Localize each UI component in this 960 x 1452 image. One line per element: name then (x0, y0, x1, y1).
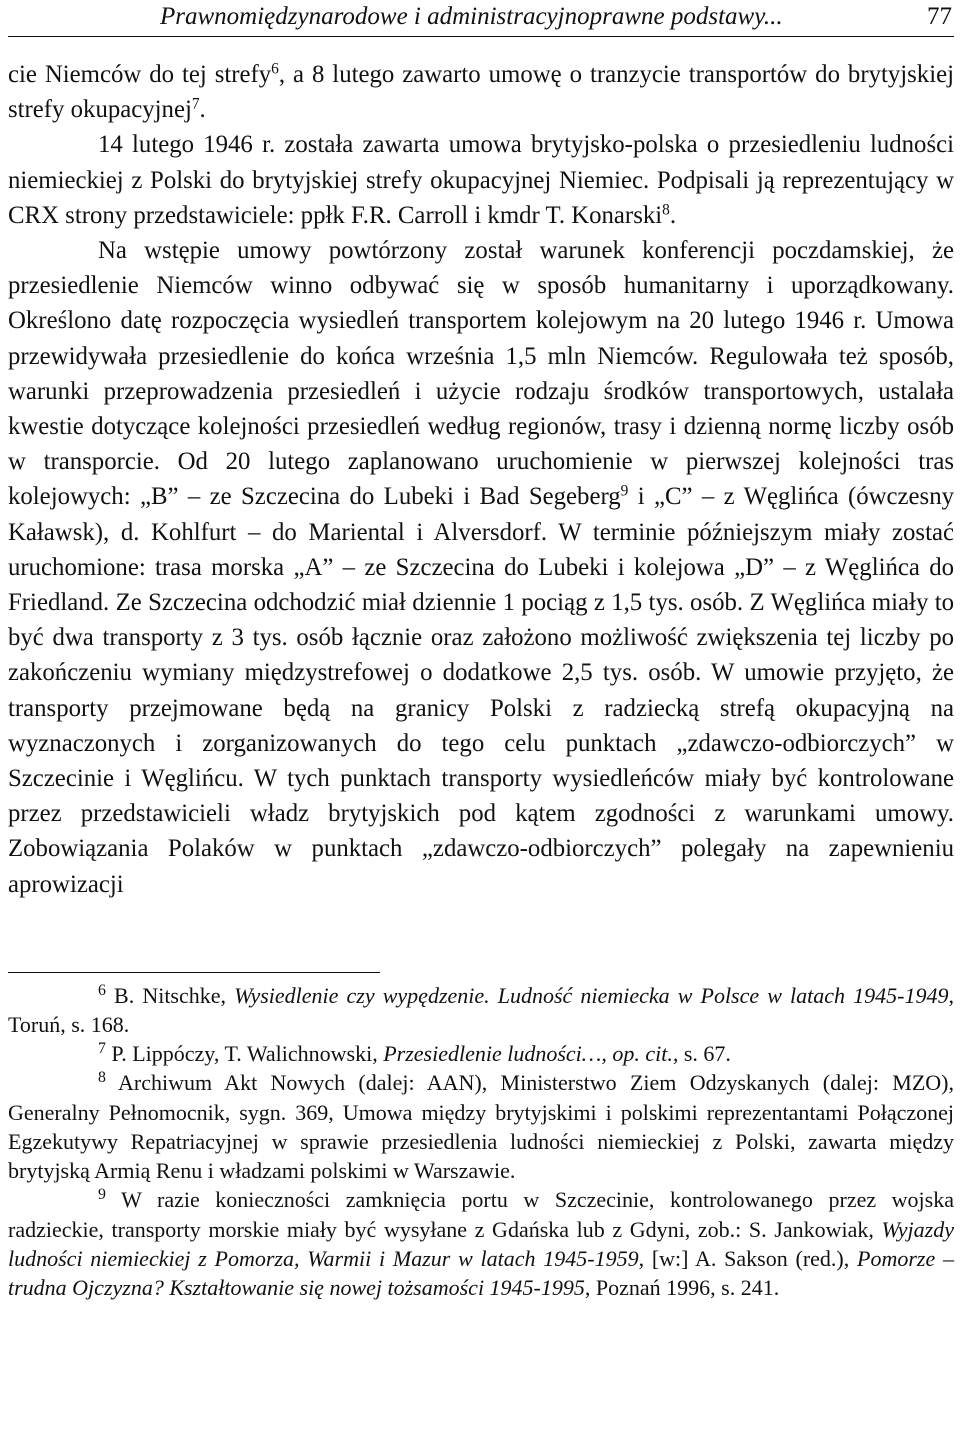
footnote-number: 6 (98, 981, 106, 999)
running-header (8, 0, 954, 37)
footnote-6 (8, 981, 954, 1039)
cited-title: Wysiedlenie czy wypędzenie. Ludność niemiecka w Polsce w latach 1945-1949 (234, 982, 949, 1008)
text-run: , Poznań 1996, s. 241. (584, 1274, 780, 1300)
text-run: , Toruń, s. 168. (8, 982, 954, 1038)
footnote-ref-9[interactable]: 9 (620, 482, 629, 500)
footnote-number: 7 (98, 1040, 106, 1058)
cited-title: Przesiedlenie ludności…, op. cit., (383, 1041, 679, 1067)
main-text (8, 57, 954, 902)
text-run: s. 67. (678, 1041, 731, 1067)
page-number: 77 (927, 3, 952, 30)
footnote-ref-7[interactable]: 7 (191, 95, 200, 113)
text-run: Na wstępie umowy powtórzony został warunek konferencji poczdamskiej, że przesiedlenie Niemców winno odbywać się w sposób humanitarny i uporządkowany. Określono datę rozpoczęcia wysiedleń transportem kolejowym na 20 lutego 1946 r. Umowa przewidywała przesiedlenie do końca września 1,5 mln Niemców. Regulowała też sposób, warunki przeprowadzenia przesiedleń i użycie rodzaju środków transportowych, ustalała kwestie dotyczące kolejności przesiedleń według regionów, trasy i dzienną normę liczby osób w transporcie. Od 20 lutego zaplanowano uruchomienie w pierwszej kolejności tras kolejowych: „B” – ze Szczecina do Lubeki i Bad Segeberg (8, 237, 954, 511)
cited-title: Pomorze – trudna Ojczyzna? Kształtowanie się nowej tożsamości 1945-1995 (8, 1245, 954, 1300)
paragraph-2 (8, 127, 954, 233)
footnote-number: 9 (98, 1186, 106, 1204)
text-run: W razie konieczności zamknięcia portu w Szczecinie, kontrolowanego przez wojska radzieckie, transporty morskie miały być wysyłane z Gdańska lub z Gdyni, zob.: S. Jankowiak, (8, 1187, 954, 1242)
footnote-ref-6[interactable]: 6 (271, 60, 279, 78)
paragraph-1 (8, 57, 954, 127)
paragraph-3 (8, 233, 954, 902)
footnote-ref-8[interactable]: 8 (662, 201, 670, 219)
text-run: cie Niemców do tej strefy (8, 61, 272, 88)
footnote-separator (8, 972, 380, 973)
text-run: i „C” – z Węglińca (ówczesny Kaławsk), d. Kohlfurt – do Mariental i Alversdorf. W terminie późniejszym miały zostać uruchomione: trasa morska „A” – ze Szczecina do Lubeki i kolejowa „D” – z Węglińca do Friedland. Ze Szczecina odchodzić miał dziennie 1 pociąg z 1,5 tys. osób. Z Węglińca miały to być dwa transporty z 3 tys. osób łącznie oraz założono możliwość zwiększenia tej liczby po zakończeniu wymiany międzystrefowej o dodatkowe 2,5 tys. osób. W umowie przyjęto, że transporty przejmowane będą na granicy Polski z radziecką strefą okupacyjną na wyznaczonych i zorganizowanych do tego celu punktach „zdawczo-odbiorczych” w Szczecinie i Węglińcu. W tych punktach transporty wysiedleńców miały być kontrolowane przez przedstawicieli władz brytyjskich pod kątem zgodności z warunkami umowy. Zobowiązania Polaków w punktach „zdawczo-odbiorczych” polegały na zapewnieniu aprowizacji (8, 483, 954, 898)
text-run: , [w:] A. Sakson (red.), (638, 1245, 858, 1271)
text-run: B. Nitschke, (105, 982, 235, 1008)
header-title: Prawnomiędzynarodowe i administracyjnoprawne podstawy... (160, 3, 783, 30)
cited-title: Wyjazdy ludności niemieckiej z Pomorza, Warmii i Mazur w latach 1945-1959 (8, 1216, 954, 1271)
footnotes (8, 981, 954, 1302)
text-run: . (199, 96, 206, 124)
footnote-number: 8 (98, 1069, 106, 1087)
text-run: . (669, 201, 677, 229)
footnote-9 (8, 1185, 954, 1302)
document-page (8, 0, 954, 1302)
text-run: , a 8 lutego zawarto umowę o tranzycie transportów do brytyjskiej strefy okupacyjnej (8, 61, 954, 124)
text-run: P. Lippóczy, T. Walichnowski, (105, 1041, 384, 1067)
footnote-8 (8, 1068, 954, 1185)
text-run: 14 lutego 1946 r. została zawarta umowa brytyjsko-polska o przesiedleniu ludności niemieckiej z Polski do brytyjskiej strefy okupacyjnej Niemiec. Podpisali ją reprezentujący w CRX strony przedstawiciele: ppłk F.R. Carroll i kmdr T. Konarski (8, 131, 954, 229)
footnote-7 (8, 1039, 954, 1068)
text-run: Archiwum Akt Nowych (dalej: AAN), Ministerstwo Ziem Odzyskanych (dalej: MZO), Generalny Pełnomocnik, sygn. 369, Umowa między brytyjskimi i polskimi reprezentantami Połączonej Egzekutywy Repatriacyjnej w sprawie przesiedlenia ludności niemieckiej z Polski, zawarta między brytyjską Armią Renu i władzami polskimi w Warszawie. (8, 1070, 954, 1184)
